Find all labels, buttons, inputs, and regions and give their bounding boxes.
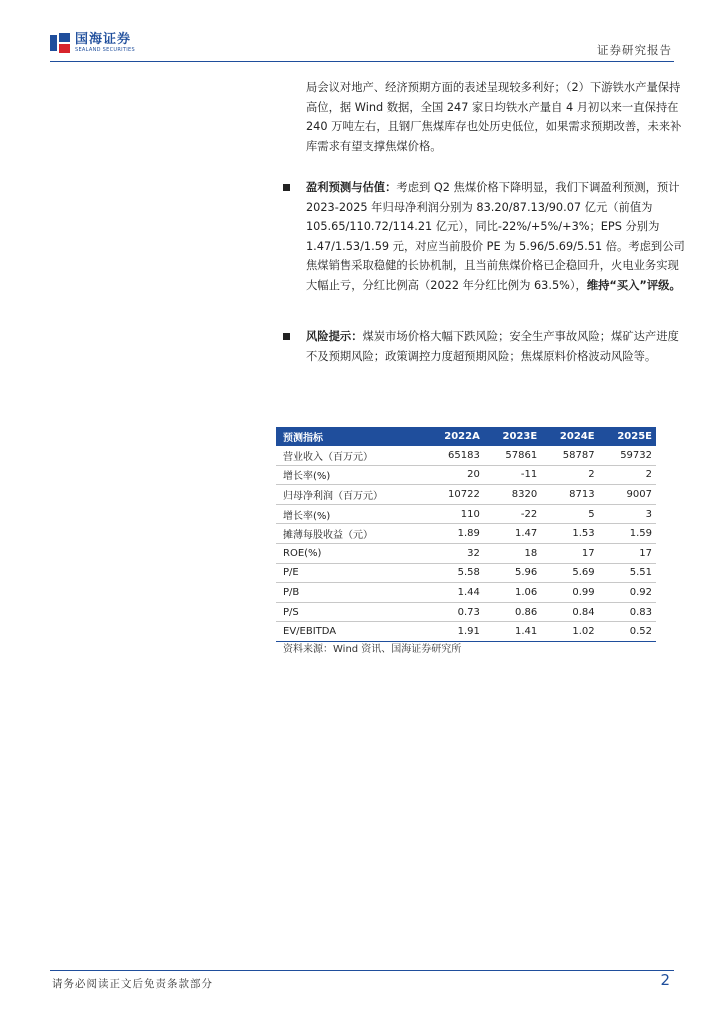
table-cell: 58787 <box>541 446 598 465</box>
risk-warning-section <box>283 327 685 366</box>
table-cell-label: 营业收入（百万元） <box>276 446 425 465</box>
table-header-cell: 2024E <box>541 427 598 446</box>
table-cell: 57861 <box>484 446 541 465</box>
table-cell-label: P/B <box>276 583 425 603</box>
table-cell: 0.84 <box>541 602 598 622</box>
footer-divider <box>50 970 674 971</box>
table-cell: 17 <box>541 543 598 563</box>
logo-name-cn: 国海证券 <box>75 32 132 47</box>
table-cell-label: 摊薄每股收益（元） <box>276 524 425 544</box>
report-type-label: 证券研究报告 <box>597 43 672 57</box>
company-logo <box>50 32 135 54</box>
table-cell: 5.51 <box>599 563 656 583</box>
table-cell: 1.59 <box>599 524 656 544</box>
disclaimer-note: 请务必阅读正文后免责条款部分 <box>52 978 213 990</box>
table-cell: 8320 <box>484 485 541 505</box>
table-header-cell: 预测指标 <box>276 427 425 446</box>
page-number: 2 <box>660 971 670 989</box>
table-cell-label: P/S <box>276 602 425 622</box>
profit-forecast-section <box>283 178 685 296</box>
table-cell: 1.06 <box>484 583 541 603</box>
table-row <box>276 446 656 465</box>
table-cell: -11 <box>484 465 541 485</box>
risk-warning-title: 风险提示： <box>306 330 363 343</box>
table-source-note: 资料来源：Wind 资讯、国海证券研究所 <box>283 644 462 655</box>
table-cell-label: ROE(%) <box>276 543 425 563</box>
table-cell-label: EV/EBITDA <box>276 622 425 642</box>
table-cell: 1.41 <box>484 622 541 642</box>
table-cell: 65183 <box>425 446 484 465</box>
table-cell: 2 <box>599 465 656 485</box>
table-cell: 18 <box>484 543 541 563</box>
table-row <box>276 602 656 622</box>
table-cell: 5 <box>541 504 598 524</box>
table-cell: 0.99 <box>541 583 598 603</box>
table-cell: 1.89 <box>425 524 484 544</box>
table-cell: 8713 <box>541 485 598 505</box>
table-cell-label: P/E <box>276 563 425 583</box>
table-row <box>276 465 656 485</box>
table-header-cell: 2025E <box>599 427 656 446</box>
table-row <box>276 524 656 544</box>
risk-warning-body: 煤炭市场价格大幅下跌风险；安全生产事故风险；煤矿达产进度不及预期风险；政策调控力度超预期风险；焦煤原料价格波动风险等。 <box>306 330 679 363</box>
table-cell: 0.92 <box>599 583 656 603</box>
table-cell: 3 <box>599 504 656 524</box>
table-cell: 32 <box>425 543 484 563</box>
bullet-square-icon <box>283 184 290 191</box>
table-row <box>276 622 656 642</box>
table-cell: 1.44 <box>425 583 484 603</box>
forecast-table <box>276 427 656 642</box>
table-row <box>276 563 656 583</box>
table-header-row <box>276 427 656 446</box>
table-cell: 59732 <box>599 446 656 465</box>
table-cell: 1.02 <box>541 622 598 642</box>
table-cell: 2 <box>541 465 598 485</box>
table-cell: 10722 <box>425 485 484 505</box>
logo-mark-icon <box>50 33 70 53</box>
table-cell: 1.91 <box>425 622 484 642</box>
profit-forecast-title: 盈利预测与估值： <box>306 181 397 194</box>
logo-name-en: SEALAND SECURITIES <box>75 47 135 53</box>
table-cell-label: 增长率(%) <box>276 465 425 485</box>
table-row <box>276 583 656 603</box>
table-row <box>276 504 656 524</box>
table-row <box>276 543 656 563</box>
table-cell: 110 <box>425 504 484 524</box>
table-cell: 5.69 <box>541 563 598 583</box>
table-cell: 5.58 <box>425 563 484 583</box>
profit-forecast-body: 考虑到 Q2 焦煤价格下降明显，我们下调盈利预测，预计 2023-2025 年归母净利润分别为 83.20/87.13/90.07 亿元（前值为 105.65/110.72/114.21 亿元），同比-22%/+5%/+3%；EPS 分别为 1.47/1.53/1.59 元，对应当前股价 PE 为 5.96/5.69/5.51 倍。考虑到公司焦煤销售采取稳健的长协机制，且当前焦煤价格已企稳回升，火电业务实现大幅止亏，分红比例高（2022 年分红比例为 63.5%）， <box>306 181 685 292</box>
table-cell: 1.53 <box>541 524 598 544</box>
table-row <box>276 485 656 505</box>
table-cell: 0.73 <box>425 602 484 622</box>
rating-conclusion: 维持“买入”评级。 <box>586 278 681 292</box>
table-cell-label: 归母净利润（百万元） <box>276 485 425 505</box>
table-cell: 17 <box>599 543 656 563</box>
table-cell-label: 增长率(%) <box>276 504 425 524</box>
table-cell: 5.96 <box>484 563 541 583</box>
table-cell: 0.86 <box>484 602 541 622</box>
table-cell: 9007 <box>599 485 656 505</box>
table-cell: 20 <box>425 465 484 485</box>
table-cell: 1.47 <box>484 524 541 544</box>
header-divider <box>50 61 674 62</box>
bullet-square-icon <box>283 333 290 340</box>
table-header-cell: 2022A <box>425 427 484 446</box>
intro-paragraph: 局会议对地产、经济预期方面的表述呈现较多利好；（2）下游铁水产量保持高位，据 Wind 数据，全国 247 家日均铁水产量自 4 月初以来一直保持在 240 万吨左右，且钢厂焦煤库存也处历史低位，如果需求预期改善，未来补库需求有望支撑焦煤价格。 <box>306 81 682 153</box>
table-cell: -22 <box>484 504 541 524</box>
table-cell: 0.52 <box>599 622 656 642</box>
table-cell: 0.83 <box>599 602 656 622</box>
table-header-cell: 2023E <box>484 427 541 446</box>
